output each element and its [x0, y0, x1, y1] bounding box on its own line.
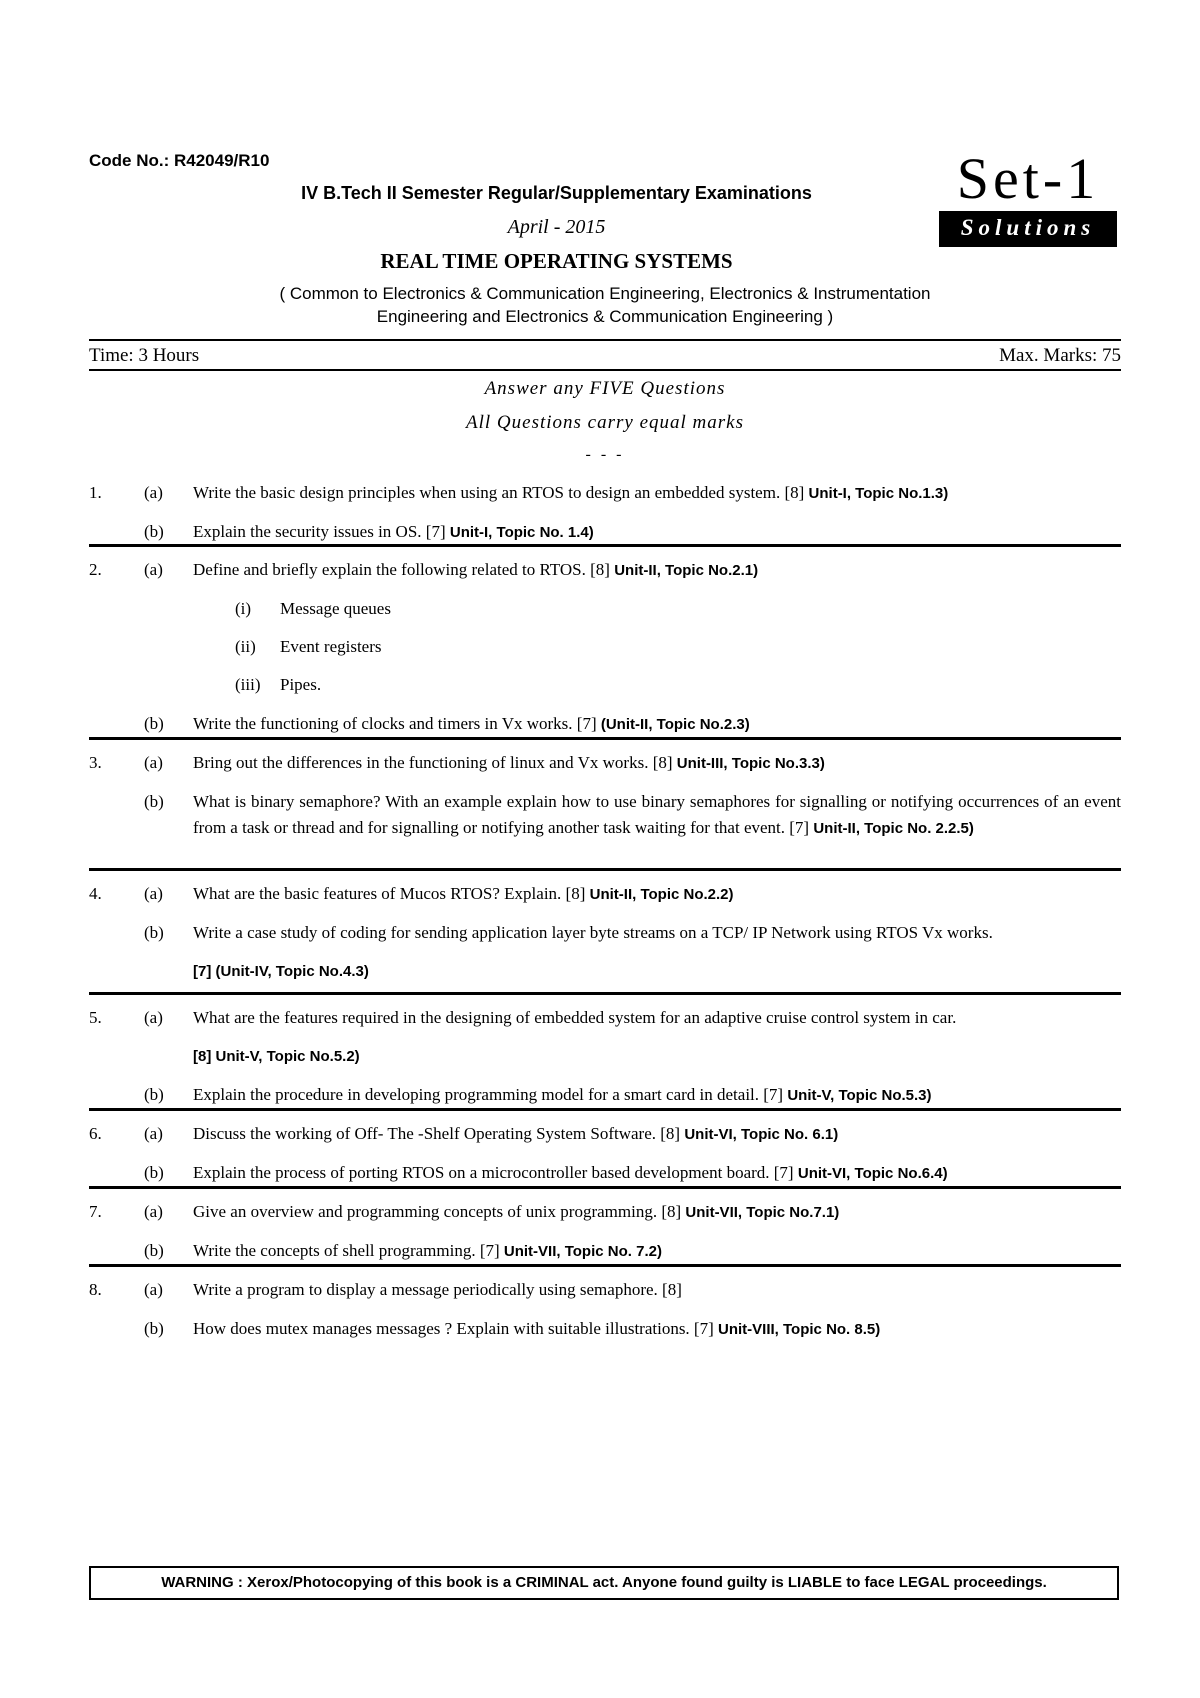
warning-box: WARNING : Xerox/Photocopying of this book is a CRIMINAL act. Anyone found guilty is LIABLE to face LEGAL proceedings. [89, 1566, 1119, 1600]
topic-ref: Unit-VI, Topic No. 6.1) [684, 1126, 839, 1143]
part-label: (b) [144, 923, 164, 942]
sub-item-label: (ii) [235, 637, 256, 656]
common-note-line2: Engineering and Electronics & Communication Engineering ) [376, 307, 834, 326]
instruction-answer: Answer any FIVE Questions [484, 378, 726, 399]
question-text: Define and briefly explain the following related to RTOS. [8] Unit-II, Topic No.2.1) [193, 560, 759, 579]
question-text: Explain the procedure in developing programming model for a smart card in detail. [7] Unit-V, Topic No.5.3) [193, 1085, 932, 1104]
question-number: 7. [89, 1202, 102, 1221]
solutions-label: Solutions [940, 212, 1116, 246]
topic-ref: Unit-V, Topic No.5.3) [787, 1087, 932, 1104]
question-text: What are the features required in the designing of embedded system for an adaptive cruise control system in car. [193, 1008, 957, 1027]
question-text: How does mutex manages messages ? Explain with suitable illustrations. [7] Unit-VIII, Topic No. 8.5) [193, 1319, 881, 1338]
question-number: 8. [89, 1280, 102, 1299]
part-label: (b) [144, 1085, 164, 1104]
question-text: Write a case study of coding for sending application layer byte streams on a TCP/ IP Network using RTOS Vx works. [193, 923, 993, 942]
topic-ref: Unit-II, Topic No. 2.2.5) [813, 820, 974, 837]
instruction-marks: All Questions carry equal marks [466, 412, 744, 433]
sub-item-text: Pipes. [280, 675, 322, 694]
part-label: (a) [144, 483, 163, 502]
time-marks-row [89, 345, 1121, 367]
topic-ref: [7] (Unit-IV, Topic No.4.3) [193, 963, 369, 980]
question-text: Write the concepts of shell programming. [7] Unit-VII, Topic No. 7.2) [193, 1241, 662, 1260]
question-number: 2. [89, 560, 102, 579]
question-text: Give an overview and programming concepts of unix programming. [8] Unit-VII, Topic No.7.1) [193, 1202, 840, 1221]
question-number: 6. [89, 1124, 102, 1143]
question-text: What are the basic features of Mucos RTOS? Explain. [8] Unit-II, Topic No.2.2) [193, 884, 734, 903]
topic-ref: Unit-II, Topic No.2.2) [589, 886, 734, 903]
topic-ref: [8] Unit-V, Topic No.5.2) [193, 1048, 360, 1065]
question-number: 4. [89, 884, 102, 903]
question-text: Write a program to display a message periodically using semaphore. [8] [193, 1280, 682, 1299]
exam-date: April - 2015 [507, 216, 606, 238]
part-label: (b) [144, 792, 164, 811]
sub-item-text: Message queues [280, 599, 391, 618]
question-text: Write the functioning of clocks and timers in Vx works. [7] (Unit-II, Topic No.2.3) [193, 714, 750, 733]
topic-ref: Unit-II, Topic No.2.1) [614, 562, 759, 579]
part-label: (b) [144, 1241, 164, 1260]
code-number: Code No.: R42049/R10 [89, 151, 270, 170]
topic-ref: Unit-VIII, Topic No. 8.5) [718, 1321, 881, 1338]
part-label: (b) [144, 1163, 164, 1182]
set-label: Set-1 [956, 146, 1100, 211]
topic-ref: Unit-VII, Topic No. 7.2) [503, 1243, 662, 1260]
exam-paper [89, 0, 1121, 1698]
question-number: 1. [89, 483, 102, 502]
question-divider [89, 1264, 1121, 1267]
sub-item-text: Event registers [280, 637, 382, 656]
question-divider [89, 737, 1121, 740]
question-divider [89, 868, 1121, 871]
part-label: (a) [144, 1124, 163, 1143]
part-label: (b) [144, 522, 164, 541]
part-label: (a) [144, 753, 163, 772]
question-text: Explain the process of porting RTOS on a microcontroller based development board. [7] Unit-VI, Topic No.6.4) [193, 1163, 948, 1182]
topic-ref: Unit-III, Topic No.3.3) [676, 755, 825, 772]
divider [89, 339, 1121, 341]
max-marks: Max. Marks: 75 [999, 345, 1121, 366]
sub-item-label: (iii) [235, 675, 261, 694]
sub-item-label: (i) [235, 599, 252, 618]
question-number: 3. [89, 753, 102, 772]
topic-ref: Unit-VI, Topic No.6.4) [797, 1165, 948, 1182]
subject-title: REAL TIME OPERATING SYSTEMS [380, 249, 733, 273]
question-text: What is binary semaphore? With an example explain how to use binary semaphores for signalling or notifying occurrences of an event from a task or thread and for signalling or notifying another task waiting for that event. [7] Unit-II, Topic No. 2.2.5) [193, 792, 1121, 837]
separator: - - - [585, 446, 625, 463]
question-text: Write the basic design principles when using an RTOS to design an embedded system. [8] Unit-I, Topic No.1.3) [193, 483, 949, 502]
set-badge [940, 146, 1116, 246]
exam-title: IV B.Tech II Semester Regular/Supplementary Examinations [301, 183, 812, 203]
question-divider [89, 1186, 1121, 1189]
part-label: (a) [144, 1280, 163, 1299]
common-note-line1: ( Common to Electronics & Communication Engineering, Electronics & Instrumentation [279, 284, 931, 303]
question-text: Explain the security issues in OS. [7] Unit-I, Topic No. 1.4) [193, 522, 594, 541]
topic-ref: Unit-I, Topic No. 1.4) [449, 524, 594, 541]
divider [89, 369, 1121, 371]
part-label: (b) [144, 1319, 164, 1338]
topic-ref: (Unit-II, Topic No.2.3) [600, 716, 750, 733]
part-label: (a) [144, 884, 163, 903]
part-label: (a) [144, 1008, 163, 1027]
topic-ref: Unit-VII, Topic No.7.1) [685, 1204, 840, 1221]
question-divider [89, 992, 1121, 995]
part-label: (b) [144, 714, 164, 733]
question-divider [89, 1108, 1121, 1111]
part-label: (a) [144, 1202, 163, 1221]
time-allowed: Time: 3 Hours [89, 345, 200, 366]
question-text: Discuss the working of Off- The -Shelf Operating System Software. [8] Unit-VI, Topic No. 6.1) [193, 1124, 839, 1143]
question-divider [89, 544, 1121, 547]
question-text: Bring out the differences in the functioning of linux and Vx works. [8] Unit-III, Topic No.3.3) [193, 753, 825, 772]
part-label: (a) [144, 560, 163, 579]
question-number: 5. [89, 1008, 102, 1027]
topic-ref: Unit-I, Topic No.1.3) [808, 485, 949, 502]
